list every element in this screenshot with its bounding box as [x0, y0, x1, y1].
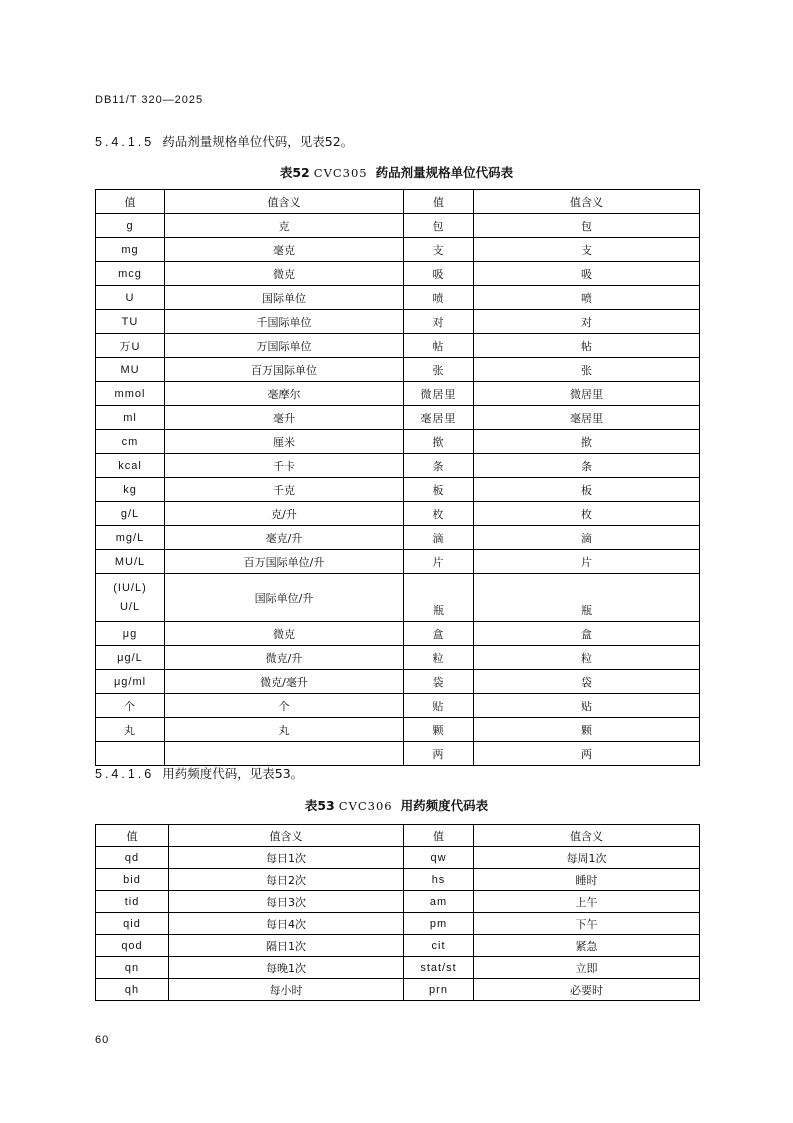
table-cell: 微克/升 — [165, 646, 404, 670]
table-cell: cm — [96, 430, 165, 454]
table-cell: 百万国际单位 — [165, 358, 404, 382]
table-cell: 个 — [96, 694, 165, 718]
table-row — [96, 478, 700, 502]
table-row — [96, 454, 700, 478]
table-cell: 万国际单位 — [165, 334, 404, 358]
table-53 — [95, 824, 700, 1001]
table-row — [96, 913, 700, 935]
table-cell: 毫克 — [165, 238, 404, 262]
header-cell: 值含义 — [474, 190, 700, 214]
section-5-4-1-5 — [95, 132, 353, 150]
table-cell: 紧急 — [474, 935, 700, 957]
table-cell: 每周1次 — [474, 847, 700, 869]
table-cell: 张 — [404, 358, 474, 382]
table-cell: 毫升 — [165, 406, 404, 430]
table-row — [96, 550, 700, 574]
table-cell: 吸 — [474, 262, 700, 286]
table-cell: bid — [96, 869, 169, 891]
table-cell: 丸 — [165, 718, 404, 742]
table-cell: 张 — [474, 358, 700, 382]
table-cell: qd — [96, 847, 169, 869]
table-row — [96, 526, 700, 550]
table-cell: 枚 — [404, 502, 474, 526]
section-text: 用药频度代码，见表53。 — [162, 766, 304, 781]
table-cell: 立即 — [474, 957, 700, 979]
caption-prefix: 表53 — [304, 798, 335, 813]
table-row — [96, 262, 700, 286]
table-cell: 盒 — [474, 622, 700, 646]
cell-line: (IU/L) — [113, 581, 147, 594]
table-cell: 喷 — [404, 286, 474, 310]
table-cell: mg/L — [96, 526, 165, 550]
table-cell: 微克 — [165, 622, 404, 646]
table-row — [96, 310, 700, 334]
table-cell: prn — [404, 979, 474, 1001]
table-cell: 隔日1次 — [169, 935, 404, 957]
cell-line: U/L — [119, 600, 141, 613]
table-cell: 片 — [404, 550, 474, 574]
table-row — [96, 286, 700, 310]
table-cell: 揿 — [404, 430, 474, 454]
header-cell: 值含义 — [474, 825, 700, 847]
header-cell: 值含义 — [165, 190, 404, 214]
table-cell: 厘米 — [165, 430, 404, 454]
table-cell: 帖 — [404, 334, 474, 358]
table-cell: 毫居里 — [404, 406, 474, 430]
table-cell: 每日4次 — [169, 913, 404, 935]
table-cell: 千国际单位 — [165, 310, 404, 334]
table-row — [96, 430, 700, 454]
table-cell: 个 — [165, 694, 404, 718]
table-cell: 万U — [96, 334, 165, 358]
table-row — [96, 238, 700, 262]
table-cell: 板 — [404, 478, 474, 502]
table-header-row — [96, 190, 700, 214]
table-cell: 喷 — [474, 286, 700, 310]
table-cell: 每小时 — [169, 979, 404, 1001]
table-cell: MU — [96, 358, 165, 382]
caption-code: CVC305 — [313, 166, 368, 180]
table-cell: 帖 — [474, 334, 700, 358]
table-cell: mcg — [96, 262, 165, 286]
table-row — [96, 502, 700, 526]
document-code: DB11/T 320—2025 — [95, 94, 204, 106]
table-cell: 毫居里 — [474, 406, 700, 430]
table-cell: μg — [96, 622, 165, 646]
table-row — [96, 742, 700, 766]
table-cell: 下午 — [474, 913, 700, 935]
table-cell: 睡时 — [474, 869, 700, 891]
table-cell: stat/st — [404, 957, 474, 979]
table-cell: 必要时 — [474, 979, 700, 1001]
table-row — [96, 670, 700, 694]
header-cell: 值 — [96, 190, 165, 214]
table-cell: 瓶 — [474, 574, 700, 622]
table-cell: U — [96, 286, 165, 310]
table-cell: 两 — [474, 742, 700, 766]
header-cell: 值 — [404, 190, 474, 214]
table-cell: kg — [96, 478, 165, 502]
table-cell: 千克 — [165, 478, 404, 502]
table-row — [96, 574, 700, 622]
table-cell: 袋 — [474, 670, 700, 694]
table-cell: qw — [404, 847, 474, 869]
table-cell: mmol — [96, 382, 165, 406]
table-cell: kcal — [96, 454, 165, 478]
table-row — [96, 406, 700, 430]
table-cell: TU — [96, 310, 165, 334]
table-cell: 板 — [474, 478, 700, 502]
table-row — [96, 358, 700, 382]
table-cell: 两 — [404, 742, 474, 766]
table-cell: g — [96, 214, 165, 238]
table-cell: 支 — [404, 238, 474, 262]
table-cell: μg/ml — [96, 670, 165, 694]
table-cell: 条 — [404, 454, 474, 478]
table-cell: 片 — [474, 550, 700, 574]
table-cell: 百万国际单位/升 — [165, 550, 404, 574]
table-53-caption — [0, 796, 793, 814]
table-cell: 千卡 — [165, 454, 404, 478]
caption-code: CVC306 — [338, 799, 393, 813]
table-cell: MU/L — [96, 550, 165, 574]
table-cell: mg — [96, 238, 165, 262]
section-number: 5.4.1.5 — [95, 135, 155, 149]
table-row — [96, 869, 700, 891]
table-header-row — [96, 825, 700, 847]
table-row — [96, 214, 700, 238]
table-cell: 每日2次 — [169, 869, 404, 891]
table-cell: 揿 — [474, 430, 700, 454]
table-cell: 枚 — [474, 502, 700, 526]
table-cell: tid — [96, 891, 169, 913]
table-cell: 包 — [404, 214, 474, 238]
table-cell: 微克 — [165, 262, 404, 286]
table-row — [96, 718, 700, 742]
table-cell: 微居里 — [404, 382, 474, 406]
table-cell: 对 — [404, 310, 474, 334]
table-cell: g/L — [96, 502, 165, 526]
table-cell: am — [404, 891, 474, 913]
table-cell: 每晚1次 — [169, 957, 404, 979]
table-row — [96, 957, 700, 979]
table-cell — [165, 742, 404, 766]
table-cell: 吸 — [404, 262, 474, 286]
table-row — [96, 334, 700, 358]
caption-title: 用药频度代码表 — [400, 798, 489, 813]
table-row — [96, 935, 700, 957]
table-cell: qn — [96, 957, 169, 979]
section-number: 5.4.1.6 — [95, 767, 155, 781]
table-cell: 滴 — [474, 526, 700, 550]
table-cell: 每日1次 — [169, 847, 404, 869]
table-row — [96, 979, 700, 1001]
table-cell: 粒 — [474, 646, 700, 670]
table-cell: μg/L — [96, 646, 165, 670]
table-cell — [96, 742, 165, 766]
caption-title: 药品剂量规格单位代码表 — [375, 165, 514, 180]
table-cell: 克/升 — [165, 502, 404, 526]
section-5-4-1-6 — [95, 764, 303, 782]
table-cell: cit — [404, 935, 474, 957]
table-cell: 袋 — [404, 670, 474, 694]
table-row — [96, 382, 700, 406]
table-cell: 包 — [474, 214, 700, 238]
table-cell: 微居里 — [474, 382, 700, 406]
table-cell: 微克/毫升 — [165, 670, 404, 694]
table-row — [96, 847, 700, 869]
table-cell: 颗 — [404, 718, 474, 742]
table-cell: 国际单位/升 — [165, 574, 404, 622]
header-cell: 值 — [96, 825, 169, 847]
table-cell: 颗 — [474, 718, 700, 742]
table-cell: qh — [96, 979, 169, 1001]
table-52-caption — [0, 163, 793, 181]
table-cell: 贴 — [474, 694, 700, 718]
table-cell: pm — [404, 913, 474, 935]
caption-prefix: 表52 — [279, 165, 310, 180]
header-cell: 值 — [404, 825, 474, 847]
table-cell: 盒 — [404, 622, 474, 646]
table-cell: 克 — [165, 214, 404, 238]
table-cell: ml — [96, 406, 165, 430]
table-cell: 毫摩尔 — [165, 382, 404, 406]
table-cell: 上午 — [474, 891, 700, 913]
table-cell: hs — [404, 869, 474, 891]
table-cell: 贴 — [404, 694, 474, 718]
table-row — [96, 891, 700, 913]
table-cell — [96, 574, 165, 622]
table-cell: 对 — [474, 310, 700, 334]
table-cell: qid — [96, 913, 169, 935]
table-cell: 滴 — [404, 526, 474, 550]
table-cell: 毫克/升 — [165, 526, 404, 550]
section-text: 药品剂量规格单位代码，见表52。 — [162, 134, 354, 149]
table-row — [96, 622, 700, 646]
header-cell: 值含义 — [169, 825, 404, 847]
table-cell: 国际单位 — [165, 286, 404, 310]
table-cell: 粒 — [404, 646, 474, 670]
table-row — [96, 694, 700, 718]
table-cell: 条 — [474, 454, 700, 478]
table-cell: 丸 — [96, 718, 165, 742]
table-52 — [95, 189, 700, 766]
table-cell: qod — [96, 935, 169, 957]
table-row — [96, 646, 700, 670]
table-cell: 每日3次 — [169, 891, 404, 913]
page-number: 60 — [95, 1034, 110, 1046]
table-cell: 支 — [474, 238, 700, 262]
table-cell: 瓶 — [404, 574, 474, 622]
